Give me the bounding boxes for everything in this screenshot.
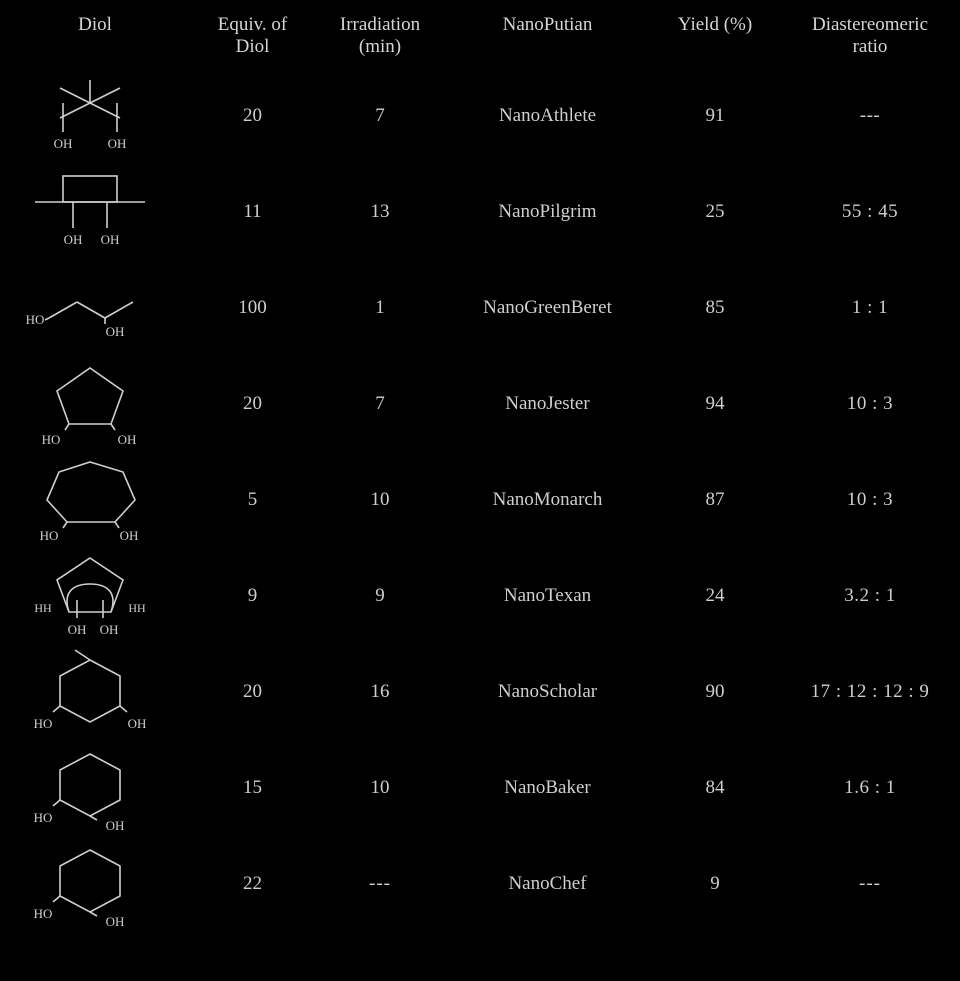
svg-text:OH: OH — [119, 527, 139, 543]
diol-structure-7 — [15, 646, 175, 738]
irradiation-value: 7 — [375, 104, 385, 126]
irradiation-value: 16 — [370, 680, 390, 702]
col-header-dr — [780, 0, 960, 68]
svg-text:HH: HH — [128, 600, 146, 615]
table-row — [0, 452, 960, 548]
product-value: NanoTexan — [503, 584, 592, 606]
irradiation-value: 10 — [370, 776, 390, 798]
dr-value: --- — [859, 104, 881, 126]
svg-text:HO: HO — [41, 431, 61, 447]
equiv-value: 20 — [243, 680, 262, 702]
equiv-value: 15 — [243, 776, 262, 798]
dr-value: 1.6 : 1 — [844, 776, 896, 798]
equiv-value: 100 — [238, 296, 267, 318]
irradiation-value: 9 — [375, 584, 385, 606]
diol-structure-4 — [15, 358, 175, 450]
diol-structure-5 — [15, 454, 175, 546]
equiv-value: 9 — [247, 584, 258, 606]
col-header-diol-line1: Diol — [78, 14, 112, 35]
diol-structure-cell — [0, 260, 190, 356]
dr-value: 10 : 3 — [846, 488, 894, 510]
table-row — [0, 164, 960, 260]
svg-text:OH: OH — [105, 817, 125, 833]
diol-structure-2 — [15, 166, 175, 258]
table-row — [0, 68, 960, 164]
diol-structure-cell — [0, 644, 190, 740]
diol-structure-3 — [15, 262, 175, 354]
yield-value: 24 — [705, 584, 725, 606]
col-header-product-line1: NanoPutian — [502, 14, 593, 35]
yield-value: 85 — [705, 296, 725, 318]
table-row — [0, 740, 960, 836]
col-header-diol — [0, 0, 190, 68]
header-row — [0, 0, 960, 68]
svg-text:OH: OH — [67, 621, 87, 637]
svg-text:OH: OH — [105, 913, 125, 929]
svg-text:OH: OH — [99, 621, 119, 637]
product-value: NanoBaker — [504, 776, 591, 798]
col-header-yield — [650, 0, 780, 68]
svg-text:HO: HO — [25, 311, 45, 327]
svg-text:HO: HO — [39, 527, 59, 543]
irradiation-value: 13 — [370, 200, 390, 222]
svg-text:HH: HH — [34, 600, 52, 615]
product-value: NanoAthlete — [498, 104, 597, 126]
col-header-dr-line1: Diastereomeric — [811, 14, 929, 35]
irradiation-value: 1 — [375, 296, 385, 318]
equiv-value: 20 — [243, 104, 262, 126]
product-value: NanoMonarch — [492, 488, 603, 510]
dr-value: 1 : 1 — [851, 296, 889, 318]
col-header-irradiation-line2: (min) — [358, 35, 402, 57]
svg-text:OH: OH — [117, 431, 137, 447]
irradiation-value: 7 — [375, 392, 385, 414]
product-value: NanoGreenBeret — [483, 296, 612, 318]
diol-structure-1 — [15, 70, 175, 162]
col-header-equiv — [190, 0, 315, 68]
col-header-equiv-line2: Diol — [235, 35, 270, 57]
equiv-value: 20 — [243, 392, 262, 414]
col-header-yield-line1: Yield (%) — [677, 14, 753, 35]
col-header-dr-line2: ratio — [852, 35, 888, 57]
diol-structure-cell — [0, 452, 190, 548]
product-value: NanoScholar — [497, 680, 598, 702]
dr-value: --- — [859, 872, 881, 894]
diol-structure-cell — [0, 356, 190, 452]
yield-value: 91 — [705, 104, 725, 126]
yield-value: 25 — [705, 200, 725, 222]
svg-text:OH: OH — [63, 231, 83, 247]
svg-text:HO: HO — [33, 809, 53, 825]
table-row — [0, 548, 960, 644]
product-value: NanoChef — [508, 872, 587, 894]
table-row — [0, 644, 960, 740]
diol-structure-cell — [0, 836, 190, 932]
irradiation-value: --- — [369, 872, 391, 894]
yield-value: 84 — [705, 776, 725, 798]
col-header-product — [445, 0, 650, 68]
irradiation-value: 10 — [370, 488, 390, 510]
diol-structure-8 — [15, 742, 175, 834]
equiv-value: 22 — [243, 872, 262, 894]
product-value: NanoPilgrim — [498, 200, 597, 222]
svg-text:OH: OH — [127, 715, 147, 731]
dr-value: 17 : 12 : 12 : 9 — [810, 680, 930, 702]
equiv-value: 5 — [247, 488, 258, 510]
yield-value: 87 — [705, 488, 725, 510]
svg-text:OH: OH — [105, 323, 125, 339]
svg-text:OH: OH — [100, 231, 120, 247]
dr-value: 10 : 3 — [846, 392, 894, 414]
yield-value: 9 — [710, 872, 720, 894]
yield-value: 90 — [705, 680, 725, 702]
col-header-irradiation-line1: Irradiation — [339, 14, 421, 35]
product-value: NanoJester — [505, 392, 590, 414]
dr-value: 3.2 : 1 — [844, 584, 896, 606]
col-header-irradiation — [315, 0, 445, 68]
table-body — [0, 68, 960, 932]
diol-structure-6 — [15, 550, 175, 642]
svg-text:HO: HO — [33, 715, 53, 731]
table-row — [0, 836, 960, 932]
diol-structure-cell — [0, 548, 190, 644]
table-header — [0, 0, 960, 68]
diol-structure-cell — [0, 740, 190, 836]
diol-structure-cell — [0, 68, 190, 164]
yield-value: 94 — [705, 392, 725, 414]
col-header-equiv-line1: Equiv. of — [217, 14, 288, 35]
svg-text:OH: OH — [107, 135, 127, 151]
equiv-value: 11 — [243, 200, 262, 222]
table-row — [0, 356, 960, 452]
svg-text:OH: OH — [53, 135, 73, 151]
dr-value: 55 : 45 — [841, 200, 899, 222]
diol-structure-cell — [0, 164, 190, 260]
diol-structure-9 — [15, 838, 175, 930]
svg-text:HO: HO — [33, 905, 53, 921]
table-row — [0, 260, 960, 356]
